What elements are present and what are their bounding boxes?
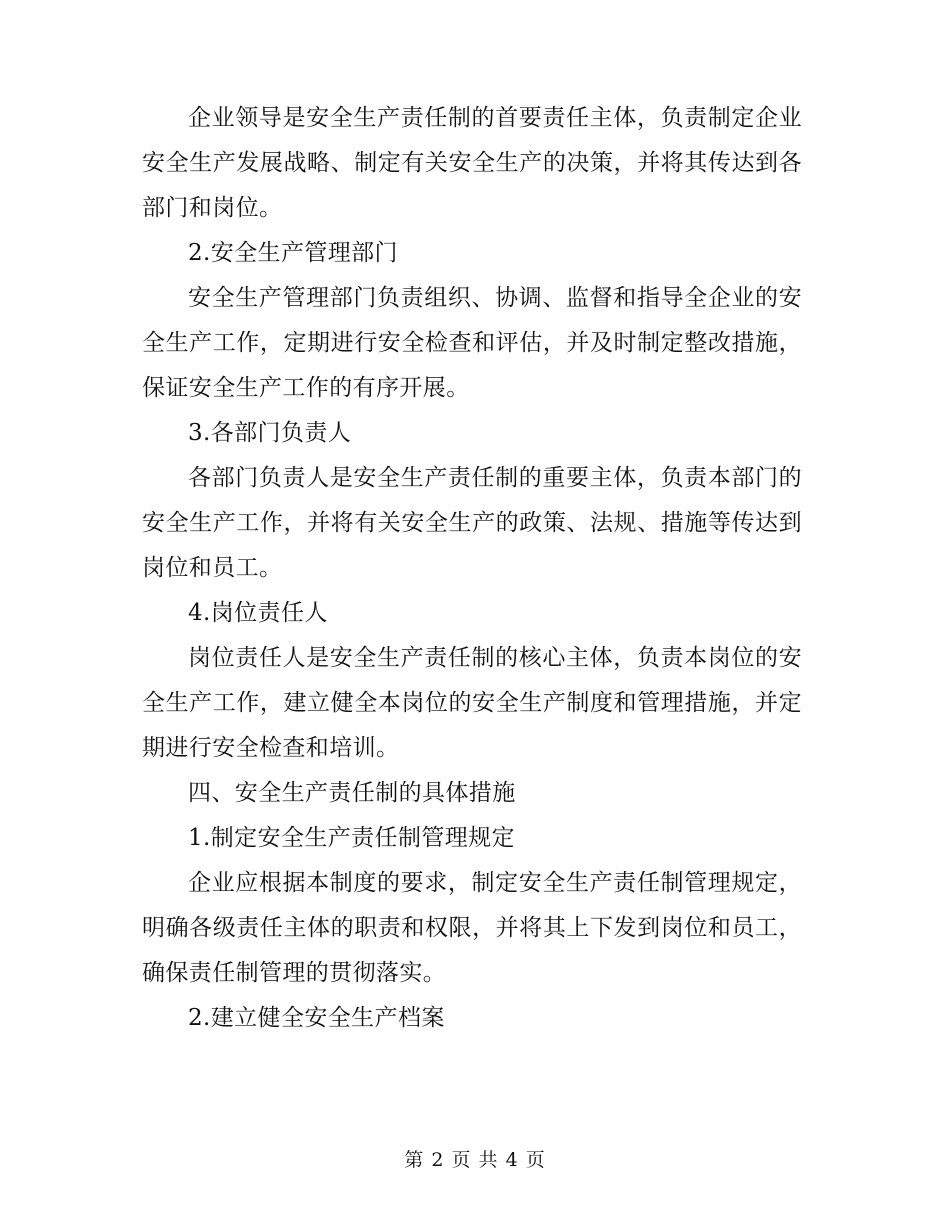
footer-current-page: 2 (431, 1149, 445, 1171)
footer-middle: 页 共 (451, 1149, 499, 1171)
footer-total-pages: 4 (505, 1149, 519, 1171)
document-body (142, 96, 802, 1041)
heading-management-regulations: 1.制定安全生产责任制管理规定 (188, 825, 515, 851)
paragraph-enterprise-leaders: 企业领导是安全生产责任制的首要责任主体，负责制定企业安全生产发展战略、制定有关安全生产的决策，并将其传达到各部门和岗位。 (142, 105, 802, 221)
paragraph-management-regulations: 企业应根据本制度的要求，制定安全生产责任制管理规定，明确各级责任主体的职责和权限，并将其上下发到岗位和员工，确保责任制管理的贯彻落实。 (142, 870, 802, 986)
paragraph-department-heads: 各部门负责人是安全生产责任制的重要主体，负责本部门的安全生产工作，并将有关安全生产的政策、法规、措施等传达到岗位和员工。 (142, 465, 802, 581)
footer-prefix: 第 (404, 1149, 425, 1171)
paragraph-safety-management-dept: 安全生产管理部门负责组织、协调、监督和指导全企业的安全生产工作，定期进行安全检查和评估，并及时制定整改措施，保证安全生产工作的有序开展。 (142, 285, 802, 401)
heading-safety-archives: 2.建立健全安全生产档案 (188, 1005, 445, 1031)
heading-department-heads: 3.各部门负责人 (188, 420, 352, 446)
section-heading-specific-measures: 四、安全生产责任制的具体措施 (188, 780, 516, 806)
heading-post-responsible-person: 4.岗位责任人 (188, 600, 328, 626)
footer-suffix: 页 (525, 1149, 546, 1171)
heading-safety-management-dept: 2.安全生产管理部门 (188, 240, 398, 266)
paragraph-post-responsible-person: 岗位责任人是安全生产责任制的核心主体，负责本岗位的安全生产工作，建立健全本岗位的安全生产制度和管理措施，并定期进行安全检查和培训。 (142, 645, 802, 761)
page-footer (0, 1146, 950, 1174)
